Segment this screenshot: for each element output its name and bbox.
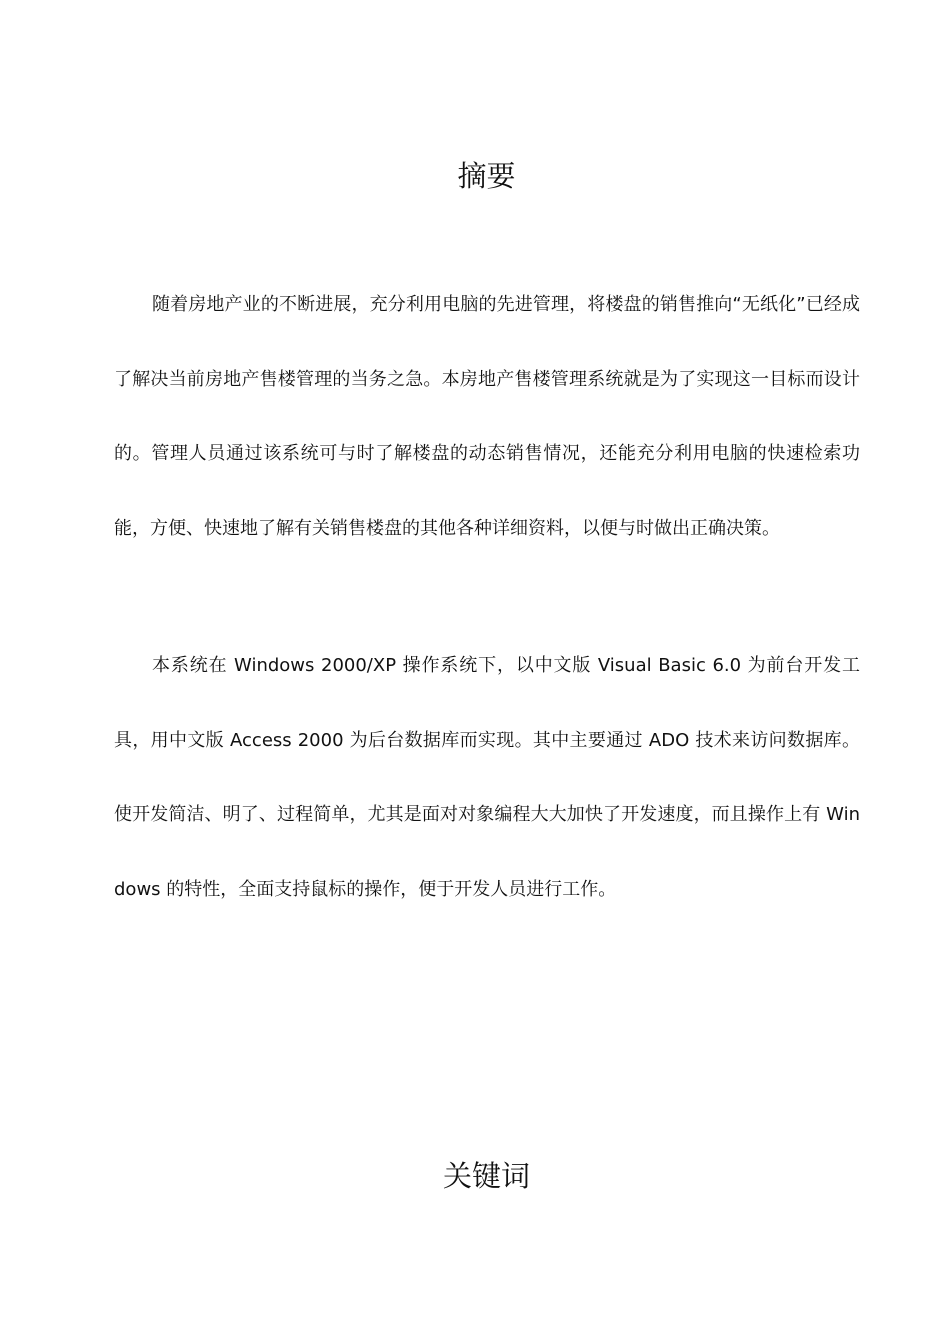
abstract-heading: 摘要 xyxy=(457,159,516,193)
abstract-paragraph-1: 随着房地产业的不断进展，充分利用电脑的先进管理，将楼盘的销售推向“无纸化”已经成了解决当前房地产售楼管理的当务之急。本房地产售楼管理系统就是为了实现这一目标而设计的。管理人员通过该系统可与时了解楼盘的动态销售情况，还能充分利用电脑的快速检索功能，方便、快速地了解有关销售楼盘的其他各种详细资料，以便与时做出正确决策。 xyxy=(114,294,860,539)
abstract-paragraph-2: 本系统在 Windows 2000/XP 操作系统下，以中文版 Visual Basic 6.0 为前台开发工具，用中文版 Access 2000 为后台数据库而实现。其中主要通过 ADO 技术来访问数据库。使开发简洁、明了、过程简单，尤其是面对对象编程大大加快了开发速度，而且操作上有 Windows 的特性，全面支持鼠标的操作，便于开发人员进行工作。 xyxy=(114,655,860,900)
keywords-heading: 关键词 xyxy=(442,1159,530,1193)
